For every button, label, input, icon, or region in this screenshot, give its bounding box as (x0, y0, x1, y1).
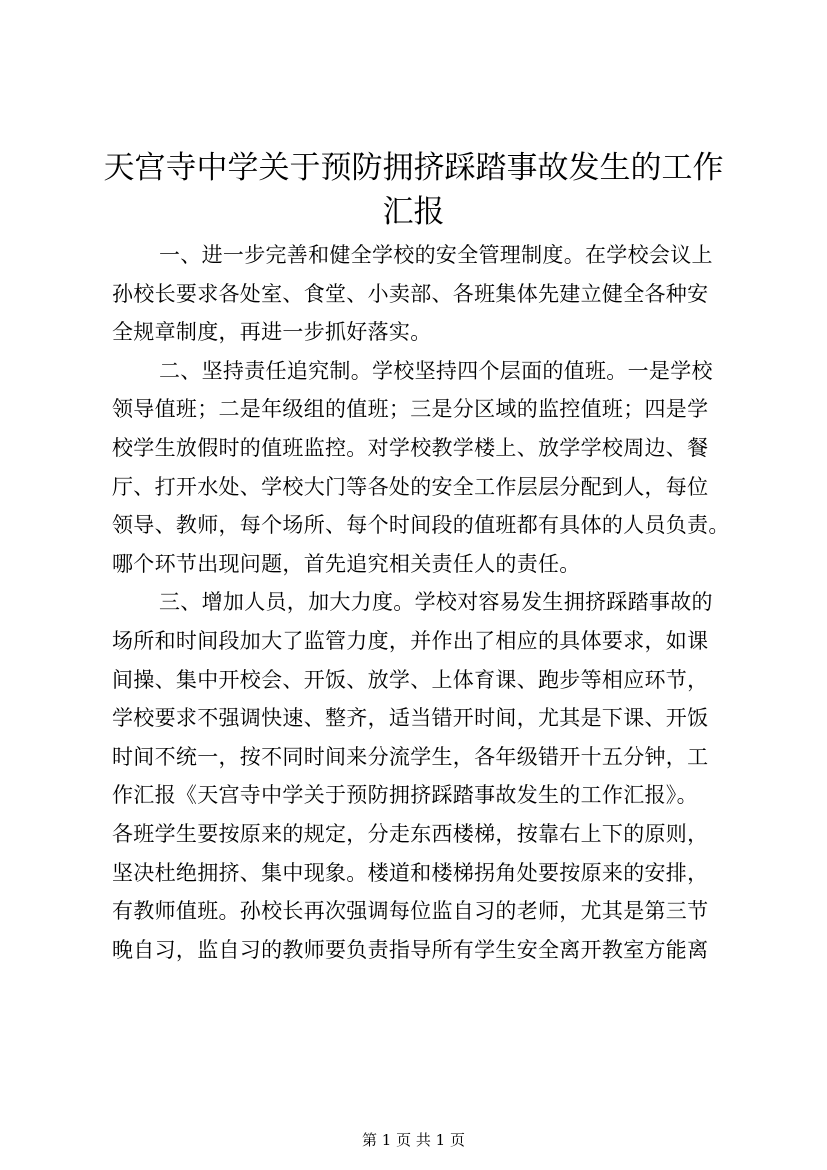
paragraph-line: 间操、集中开校会、开饭、放学、上体育课、跑步等相应环节， (112, 667, 709, 692)
title-line: 天宫寺中学关于预防拥挤踩踏事故发生的工作 (103, 150, 724, 186)
page-footer: 第 1 页 共 1 页 (362, 1131, 465, 1149)
paragraph-line: 时间不统一，按不同时间来分流学生，各年级错开十五分钟，工 (112, 744, 709, 769)
paragraph-line: 晚自习，监自习的教师要负责指导所有学生安全离开教室方能离 (112, 937, 709, 962)
paragraph-line: 校学生放假时的值班监控。对学校教学楼上、放学学校周边、餐 (112, 435, 709, 460)
document-body (112, 236, 730, 969)
paragraph-line: 坚决杜绝拥挤、集中现象。楼道和楼梯拐角处要按原来的安排， (112, 860, 709, 885)
paragraph-line: 三、增加人员，加大力度。学校对容易发生拥挤踩踏事故的 (159, 590, 713, 615)
paragraph-line: 作汇报《天宫寺中学关于预防拥挤踩踏事故发生的工作汇报》。 (112, 783, 698, 808)
paragraph-line: 学校要求不强调快速、整齐，适当错开时间，尤其是下课、开饭 (112, 706, 709, 731)
paragraph-line: 全规章制度，再进一步抓好落实。 (112, 320, 432, 345)
paragraph-line: 各班学生要按原来的规定，分走东西楼梯，按靠右上下的原则， (112, 821, 709, 846)
paragraph-line: 场所和时间段加大了监管力度，并作出了相应的具体要求，如课 (112, 628, 709, 653)
paragraph-line: 领导、教师，每个场所、每个时间段的值班都有具体的人员负责。 (112, 513, 730, 538)
document-title (100, 146, 727, 234)
paragraph-line: 孙校长要求各处室、食堂、小卖部、各班集体先建立健全各种安 (112, 281, 709, 306)
paragraph-line: 哪个环节出现问题，首先追究相关责任人的责任。 (112, 551, 581, 576)
paragraph-line: 厅、打开水处、学校大门等各处的安全工作层层分配到人，每位 (112, 474, 709, 499)
title-line: 汇报 (382, 194, 445, 230)
paragraph-line: 二、坚持责任追究制。学校坚持四个层面的值班。一是学校 (159, 358, 713, 383)
paragraph-line: 有教师值班。孙校长再次强调每位监自习的老师，尤其是第三节 (112, 899, 709, 924)
paragraph-line: 一、进一步完善和健全学校的安全管理制度。在学校会议上 (159, 243, 713, 267)
paragraph-line: 领导值班；二是年级组的值班；三是分区域的监控值班；四是学 (112, 397, 709, 422)
